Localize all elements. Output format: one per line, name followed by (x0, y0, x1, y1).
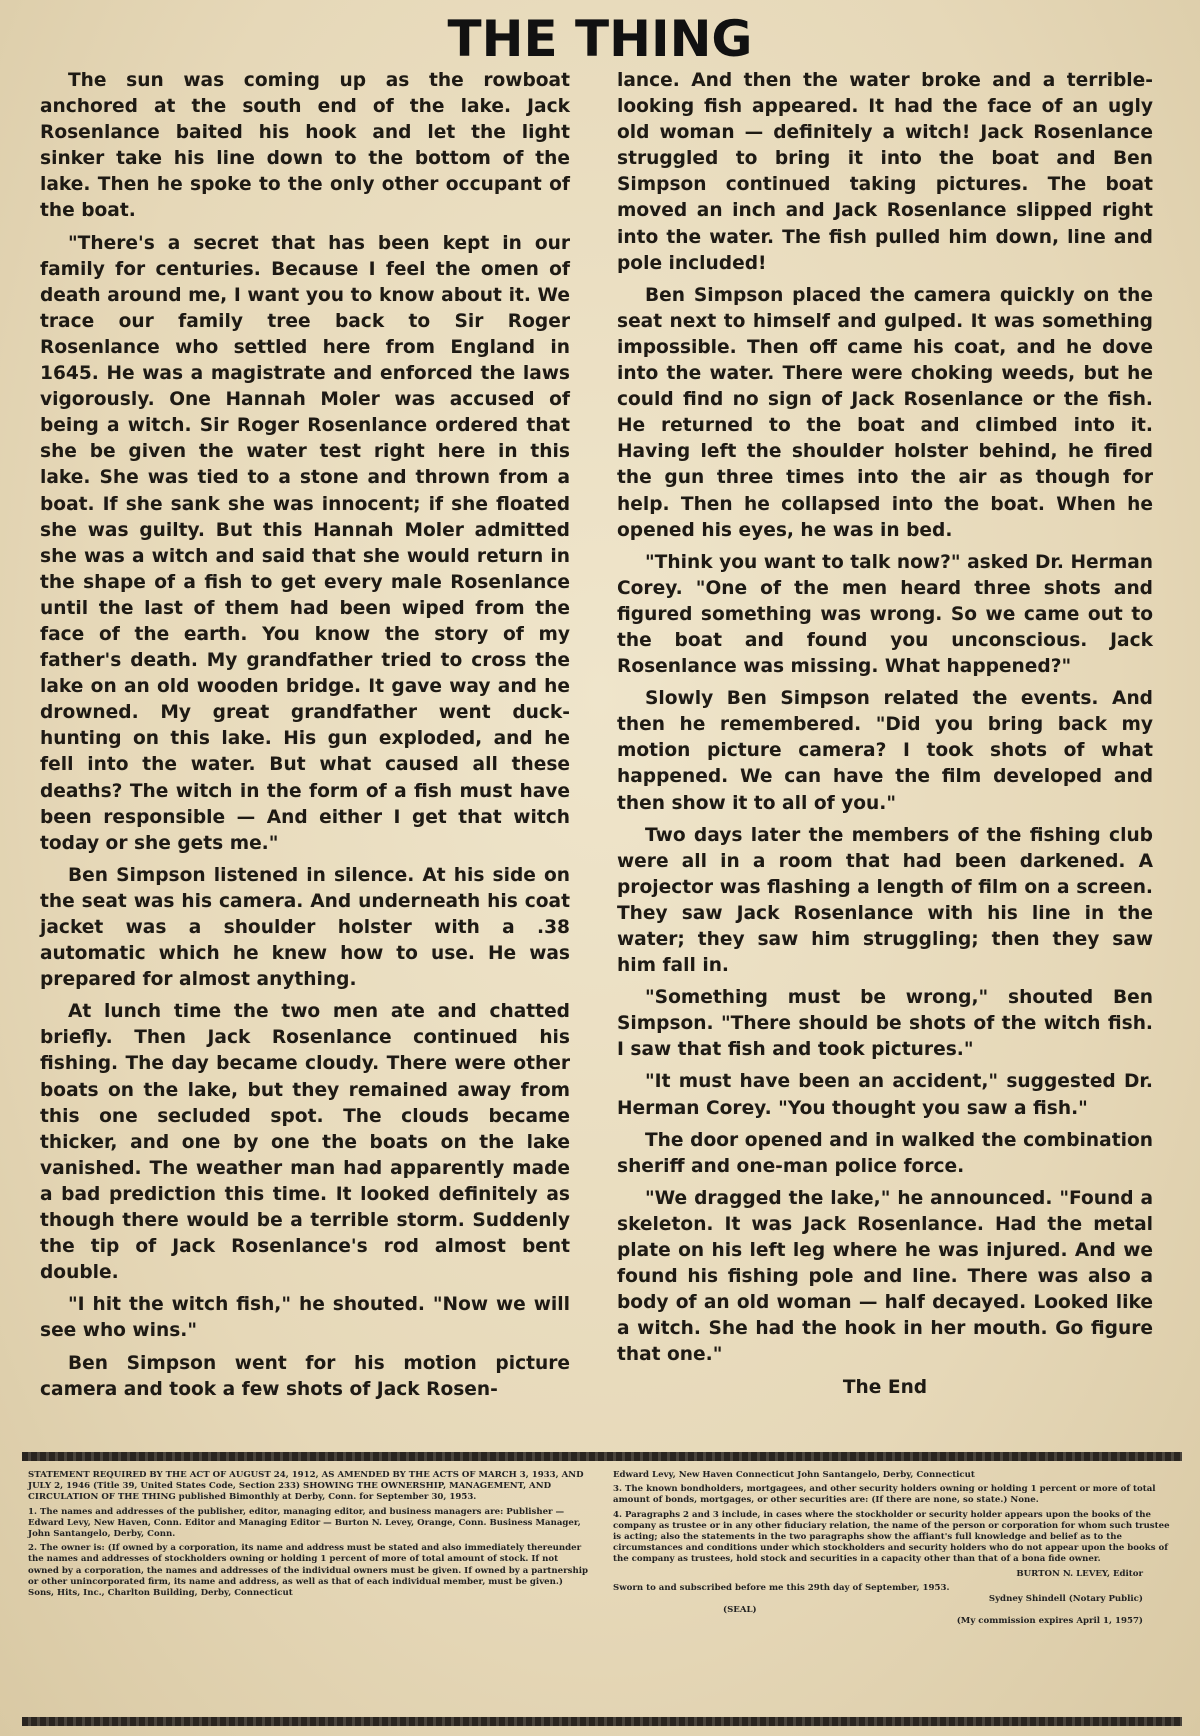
story-paragraph: "Think you want to talk now?" asked Dr. Herman Corey. "One of the men heard three shots and figured something was wrong. So we came out to the boat and found you unconscious. Jack Rosenlance was missing. What happened?" (617, 551, 1153, 678)
statement-paragraph: 1. The names and addresses of the publisher, editor, managing editor, and business managers are: Publisher — Edward Levy, New Haven, Conn. Editor and Managing Editor — Burton N. Levey, Orange, Conn. Business Manager, John Santangelo, Derby, Conn. (28, 1506, 581, 1540)
the-end-label: The End (842, 1376, 928, 1398)
story-paragraph: "It must have been an accident," suggested Dr. Herman Corey. "You thought you saw a fish." (617, 1071, 1153, 1119)
story-paragraph: The door opened and in walked the combination sheriff and one-man police force. (617, 1129, 1153, 1177)
story-paragraph: "Something must be wrong," shouted Ben Simpson. "There should be shots of the witch fish. I saw that fish and took pictures." (617, 987, 1153, 1061)
ownership-statement-right (613, 1470, 1173, 1628)
ownership-statement-left (28, 1470, 588, 1602)
story-column-right (617, 68, 1153, 1407)
story-title: THE THING (447, 10, 753, 68)
sworn-statement: Sworn to and subscribed before me this 29th day of September, 1953. (613, 1582, 950, 1593)
statement-paragraph: STATEMENT REQUIRED BY THE ACT OF AUGUST 24, 1912, AS AMENDED BY THE ACTS OF MARCH 3, 1933, AND JULY 2, 1946 (Title 39, United States Code, Section 233) SHOWING THE OWNERSHIP, MANAGEMENT, AND CIRCULATION OF THE THING published Bimonthly at Derby, Conn. for September 30, 1953. (28, 1470, 584, 1503)
notary-name: Sydney Shindell (Notary Public) (988, 1594, 1143, 1605)
story-paragraph: lance. And then the water broke and a terrible-looking fish appeared. It had the face of an ugly old woman — definitely a witch! Jack Rosenlance struggled to bring it into the boat and Ben Simpson continued taking pictures. The boat moved an inch and Jack Rosenlance slipped right into the water. The fish pulled him down, line and pole included! (617, 70, 1153, 274)
story-paragraph: At lunch time the two men ate and chatted briefly. Then Jack Rosenlance continued his fishing. The day became cloudy. There were other boats on the lake, but they remained away from this one secluded spot. The clouds became thicker, and one by one the boats on the lake vanished. The weather man had apparently made a bad prediction this time. It looked definitely as though there would be a terrible storm. Suddenly the tip of Jack Rosenlance's rod almost bent double. (40, 1001, 570, 1284)
story-paragraph: Ben Simpson placed the camera quickly on the seat next to himself and gulped. It was something impossible. Then off came his coat, and he dove into the water. There were choking weeds, but he could find no sign of Jack Rosenlance or the fish. He returned to the boat and climbed into it. Having left the shoulder holster behind, he fired the gun three times into the air as though for help. Then he collapsed into the boat. When he opened his eyes, he was in bed. (617, 284, 1153, 541)
story-paragraph: The sun was coming up as the rowboat anchored at the south end of the lake. Jack Rosenlance baited his hook and let the light sinker take his line down to the bottom of the lake. Then he spoke to the only other occupant of the boat. (40, 70, 570, 222)
editor-signature: BURTON N. LEVEY, Editor (1016, 1568, 1143, 1579)
statement-paragraph: 2. The owner is: (If owned by a corporation, its name and address must be stated and also immediately thereunder the names and addresses of stockholders owning or holding 1 percent of more of total amount of stock. If not owned by a corporation, the names and addresses of the individual owners must be given. If owned by a partnership or other unincorporated firm, its name and address, as well as that of each individual member, must be given.) Sons, Hits, Inc., Charlton Building, Derby, Connecticut (28, 1543, 588, 1599)
story-column-left (40, 68, 570, 1409)
divider-rule-bottom (22, 1717, 1182, 1726)
story-paragraph: Slowly Ben Simpson related the events. And then he remembered. "Did you bring back my motion picture camera? I took shots of what happened. We can have the film developed and then show it to all of you." (617, 688, 1153, 814)
commission-expiry: (My commission expires April 1, 1957) (956, 1616, 1143, 1627)
story-paragraph: "I hit the witch fish," he shouted. "Now we will see who wins." (40, 1294, 570, 1342)
story-paragraph: "We dragged the lake," he announced. "Found a skeleton. It was Jack Rosenlance. Had the metal plate on his left leg where he was injured. And we found his fishing pole and line. There was also a body of an old woman — half decayed. Looked like a witch. She had the hook in her mouth. Go figure that one." (617, 1187, 1153, 1366)
divider-rule-top (22, 1452, 1182, 1461)
story-paragraph: Ben Simpson went for his motion picture camera and took a few shots of Jack Rosen- (40, 1352, 570, 1400)
story-paragraph: Ben Simpson listened in silence. At his side on the seat was his camera. And underneath his coat jacket was a shoulder holster with a .38 automatic which he knew how to use. He was prepared for almost anything. (40, 864, 570, 991)
seal-label: (SEAL) (723, 1605, 757, 1616)
story-paragraph: Two days later the members of the fishing club were all in a room that had been darkened. A projector was flashing a length of film on a screen. They saw Jack Rosenlance with his line in the water; they saw him struggling; then they saw him fall in. (617, 824, 1153, 977)
statement-paragraph: 3. The known bondholders, mortgagees, and other security holders owning or holding 1 percent or more of total amount of bonds, mortgages, or other securities are: (If there are none, so state.) None. (613, 1484, 1156, 1506)
statement-paragraph: 4. Paragraphs 2 and 3 include, in cases where the stockholder or security holder appears upon the books of the company as trustee or in any other fiduciary relation, the name of the person or corporation for whom such trustee is acting; also the statements in the two paragraphs show the affiant's full knowledge and belief as to the circumstances and conditions under which stockholders and security holders who do not appear upon the books of the company as trustees, hold stock and securities in a capacity other than that of a bona fide owner. (613, 1509, 1170, 1565)
story-paragraph: "There's a secret that has been kept in our family for centuries. Because I feel the omen of death around me, I want you to know about it. We trace our family tree back to Sir Roger Rosenlance who settled here from England in 1645. He was a magistrate and enforced the laws vigorously. One Hannah Moler was accused of being a witch. Sir Roger Rosenlance ordered that she be given the water test right here in this lake. She was tied to a stone and thrown from a boat. If she sank she was innocent; if she floated she was guilty. But this Hannah Moler admitted she was a witch and said that she would return in the shape of a fish to get every male Rosenlance until the last of them had been wiped from the face of the earth. You know the story of my father's death. My grandfather tried to cross the lake on an old wooden bridge. It gave way and he drowned. My great grandfather went duck-hunting on this lake. His gun exploded, and he fell into the water. But what caused all these deaths? The witch in the form of a fish must have been responsible — And either I get that witch today or she gets me." (40, 232, 570, 854)
statement-paragraph: Edward Levy, New Haven Connecticut John Santangelo, Derby, Connecticut (613, 1470, 975, 1480)
